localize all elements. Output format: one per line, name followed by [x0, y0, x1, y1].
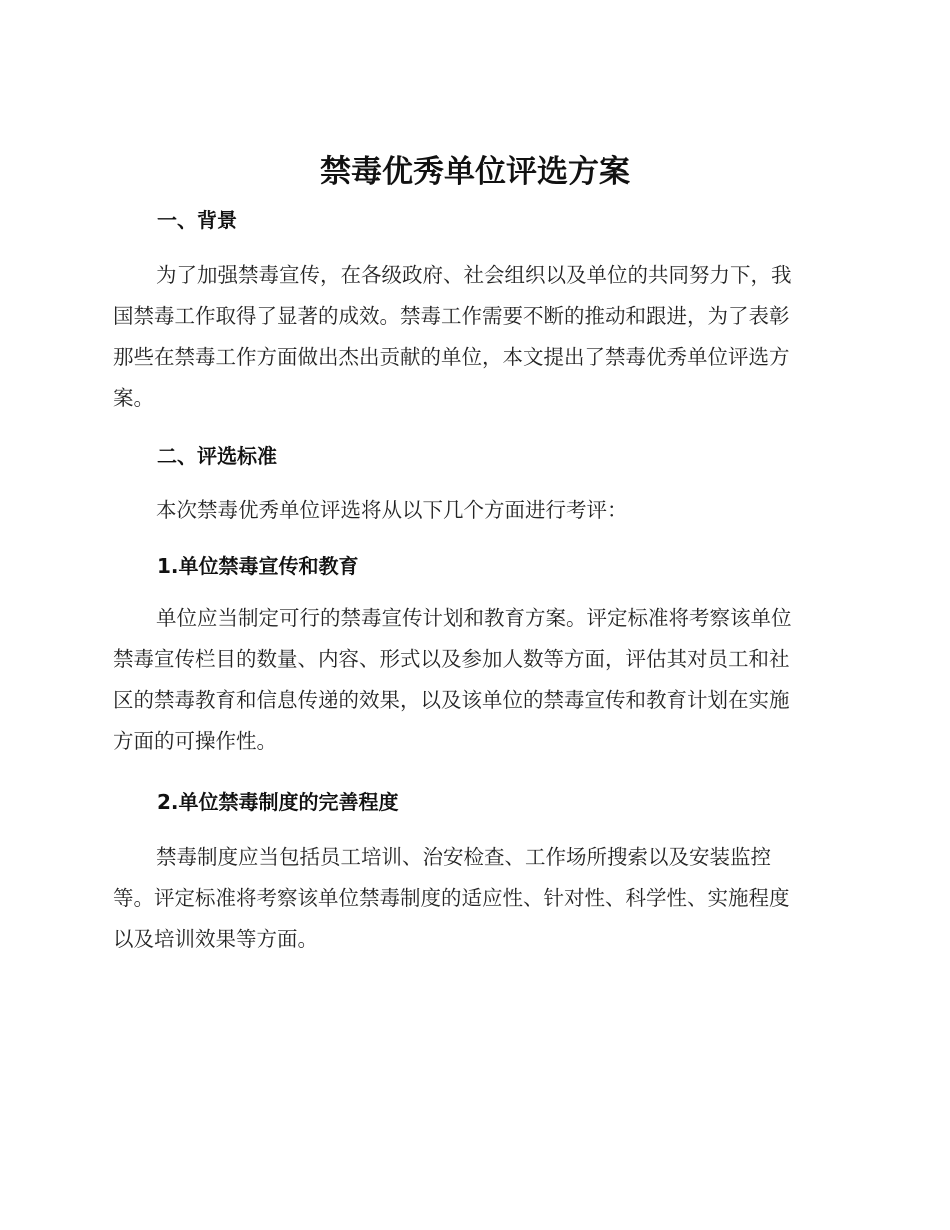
section-heading-criteria: 二、评选标准: [157, 444, 277, 468]
paragraph-publicity-education: [113, 598, 837, 762]
paragraph-line: 区的禁毒教育和信息传递的效果，以及该单位的禁毒宣传和教育计划在实施: [113, 688, 790, 712]
paragraph-line: 以及培训效果等方面。: [113, 927, 318, 951]
document-title: 禁毒优秀单位评选方案: [320, 154, 630, 190]
paragraph-line: 那些在禁毒工作方面做出杰出贡献的单位，本文提出了禁毒优秀单位评选方: [113, 345, 790, 369]
paragraph-line: 国禁毒工作取得了显著的成效。禁毒工作需要不断的推动和跟进，为了表彰: [113, 304, 790, 328]
paragraph-system-completeness: [113, 837, 837, 960]
paragraph-line: 方面的可操作性。: [113, 729, 277, 753]
paragraph-line: 等。评定标准将考察该单位禁毒制度的适应性、针对性、科学性、实施程度: [113, 886, 790, 910]
paragraph-background: [113, 255, 837, 419]
subsection-heading-system-completeness: 2.单位禁毒制度的完善程度: [157, 790, 399, 814]
paragraph-line: 为了加强禁毒宣传，在各级政府、社会组织以及单位的共同努力下，我: [156, 263, 792, 287]
paragraph-line: 禁毒宣传栏目的数量、内容、形式以及参加人数等方面，评估其对员工和社: [113, 647, 790, 671]
paragraph-line: 案。: [113, 386, 154, 410]
paragraph-line: 本次禁毒优秀单位评选将从以下几个方面进行考评：: [156, 498, 628, 522]
subsection-heading-publicity-education: 1.单位禁毒宣传和教育: [157, 554, 359, 578]
paragraph-line: 禁毒制度应当包括员工培训、治安检查、工作场所搜索以及安装监控: [156, 845, 771, 869]
paragraph-criteria-intro: [113, 490, 837, 531]
section-heading-background: 一、背景: [157, 208, 237, 232]
paragraph-line: 单位应当制定可行的禁毒宣传计划和教育方案。评定标准将考察该单位: [156, 606, 792, 630]
